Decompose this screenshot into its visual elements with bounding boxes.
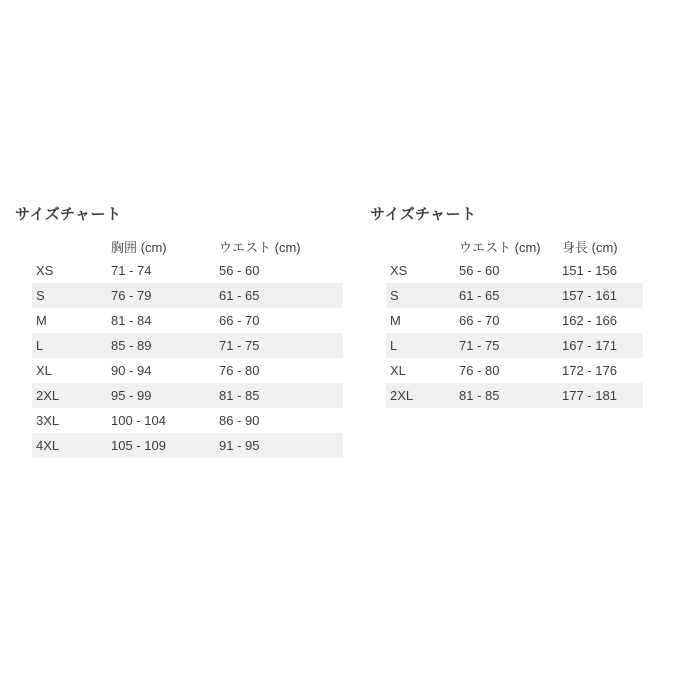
size-label-cell: S bbox=[32, 283, 107, 308]
measurement-range-cell: 91 - 95 bbox=[215, 433, 343, 458]
size-label-cell: XL bbox=[32, 358, 107, 383]
size-label-cell: S bbox=[386, 283, 455, 308]
measurement-range-cell: 56 - 60 bbox=[455, 258, 558, 283]
size-label-cell: L bbox=[386, 333, 455, 358]
table-row bbox=[32, 283, 343, 308]
height-column-header: 身長 (cm) bbox=[562, 239, 618, 255]
table-header-row bbox=[32, 234, 343, 258]
size-label-cell: XL bbox=[386, 358, 455, 383]
size-label-cell: 4XL bbox=[32, 433, 107, 458]
measurement-range-cell: 81 - 85 bbox=[215, 383, 343, 408]
table-row bbox=[386, 358, 643, 383]
measurement-range-cell: 105 - 109 bbox=[107, 433, 215, 458]
table-header-row bbox=[386, 234, 643, 258]
chest-column-header: 胸囲 (cm) bbox=[111, 239, 167, 255]
size-label-cell: XS bbox=[32, 258, 107, 283]
table-row bbox=[32, 258, 343, 283]
size-label-cell: 2XL bbox=[32, 383, 107, 408]
size-column-header bbox=[386, 234, 455, 258]
measurement-range-cell: 157 - 161 bbox=[558, 283, 643, 308]
table-row bbox=[32, 433, 343, 458]
waist-column-header: ウエスト (cm) bbox=[459, 239, 541, 255]
table-row bbox=[32, 308, 343, 333]
measurement-range-cell: 76 - 79 bbox=[107, 283, 215, 308]
table-row bbox=[386, 308, 643, 333]
measurement-range-cell: 90 - 94 bbox=[107, 358, 215, 383]
measurement-range-cell: 61 - 65 bbox=[215, 283, 343, 308]
measurement-range-cell: 100 - 104 bbox=[107, 408, 215, 433]
measurement-range-cell: 86 - 90 bbox=[215, 408, 343, 433]
waist-column-header: ウエスト (cm) bbox=[219, 239, 301, 255]
size-label-cell: 3XL bbox=[32, 408, 107, 433]
measurement-range-cell: 85 - 89 bbox=[107, 333, 215, 358]
size-label-cell: M bbox=[386, 308, 455, 333]
size-label-cell: XS bbox=[386, 258, 455, 283]
size-table-waist-height bbox=[386, 234, 643, 408]
table-row bbox=[32, 333, 343, 358]
measurement-range-cell: 71 - 74 bbox=[107, 258, 215, 283]
measurement-range-cell: 66 - 70 bbox=[215, 308, 343, 333]
table-row bbox=[386, 333, 643, 358]
size-label-cell: L bbox=[32, 333, 107, 358]
table-row bbox=[386, 383, 643, 408]
size-chart-block-right bbox=[370, 206, 665, 408]
size-table-chest-waist bbox=[32, 234, 343, 458]
measurement-range-cell: 61 - 65 bbox=[455, 283, 558, 308]
table-row bbox=[386, 258, 643, 283]
measurement-range-cell: 167 - 171 bbox=[558, 333, 643, 358]
table-row bbox=[32, 408, 343, 433]
measurement-range-cell: 177 - 181 bbox=[558, 383, 643, 408]
measurement-range-cell: 76 - 80 bbox=[455, 358, 558, 383]
size-chart-title-right: サイズチャート bbox=[370, 206, 477, 223]
measurement-range-cell: 162 - 166 bbox=[558, 308, 643, 333]
table-row bbox=[386, 283, 643, 308]
size-label-cell: M bbox=[32, 308, 107, 333]
measurement-range-cell: 81 - 84 bbox=[107, 308, 215, 333]
measurement-range-cell: 71 - 75 bbox=[455, 333, 558, 358]
measurement-range-cell: 95 - 99 bbox=[107, 383, 215, 408]
measurement-range-cell: 81 - 85 bbox=[455, 383, 558, 408]
size-label-cell: 2XL bbox=[386, 383, 455, 408]
size-column-header bbox=[32, 234, 107, 258]
measurement-range-cell: 172 - 176 bbox=[558, 358, 643, 383]
measurement-range-cell: 56 - 60 bbox=[215, 258, 343, 283]
measurement-range-cell: 151 - 156 bbox=[558, 258, 643, 283]
table-row bbox=[32, 358, 343, 383]
measurement-range-cell: 76 - 80 bbox=[215, 358, 343, 383]
size-chart-title-left: サイズチャート bbox=[15, 206, 122, 223]
measurement-range-cell: 66 - 70 bbox=[455, 308, 558, 333]
measurement-range-cell: 71 - 75 bbox=[215, 333, 343, 358]
size-chart-block-left bbox=[15, 206, 355, 458]
table-row bbox=[32, 383, 343, 408]
